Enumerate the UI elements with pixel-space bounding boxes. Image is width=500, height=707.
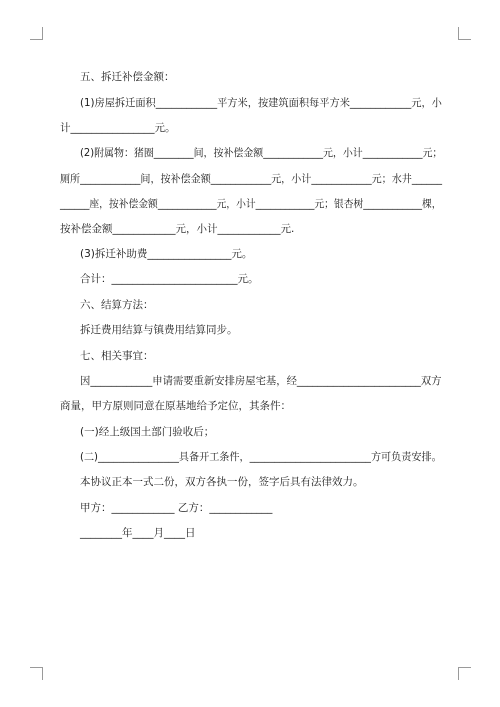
signature-line: 甲方：____________ 乙方：____________ xyxy=(80,502,273,514)
corner-mark-top-left xyxy=(30,27,43,40)
date-line: ________年____月____日 xyxy=(80,527,196,539)
text-line: 厕所____________间，按补偿金额____________元，小计____________元；水井______ xyxy=(60,173,442,185)
text-line: 按补偿金额____________元，小计____________元. xyxy=(60,223,295,235)
text-line: 本协议正本一式二份，双方各执一份，签字后具有法律效力。 xyxy=(80,476,364,488)
corner-mark-bottom-right xyxy=(458,667,471,680)
text-line: 计________________元。 xyxy=(60,122,176,134)
section-7-heading: 七、相关事宜： xyxy=(80,350,154,362)
text-line: 因____________申请需要重新安排房屋宅基，经________________________双方 xyxy=(80,375,442,387)
section-5-heading: 五、拆迁补偿金额： xyxy=(80,71,175,83)
text-line: 拆迁费用结算与镇费用结算同步。 xyxy=(80,324,238,336)
text-line: 合计：________________________元。 xyxy=(80,273,259,285)
text-line: (2)附属物：猪圈________间，按补偿金额____________元，小计____________元； xyxy=(80,147,443,159)
text-line: (二)________________具备开工条件，________________________方可负责安排。 xyxy=(80,451,442,463)
corner-mark-top-right xyxy=(458,27,471,40)
corner-mark-bottom-left xyxy=(30,667,43,680)
text-line: (1)房屋拆迁面积____________平方米，按建筑面积每平方米____________元，小 xyxy=(80,97,442,109)
section-6-heading: 六、结算方法： xyxy=(80,299,154,311)
text-line: (3)拆迁补助费________________元。 xyxy=(80,248,253,260)
text-line: ______座，按补偿金额____________元，小计____________元；银杏树____________棵， xyxy=(60,198,442,210)
text-line: (一)经上级国土部门验收后； xyxy=(80,426,215,438)
text-line: 商量，甲方原则同意在原基地给予定位，其条件： xyxy=(60,400,291,412)
